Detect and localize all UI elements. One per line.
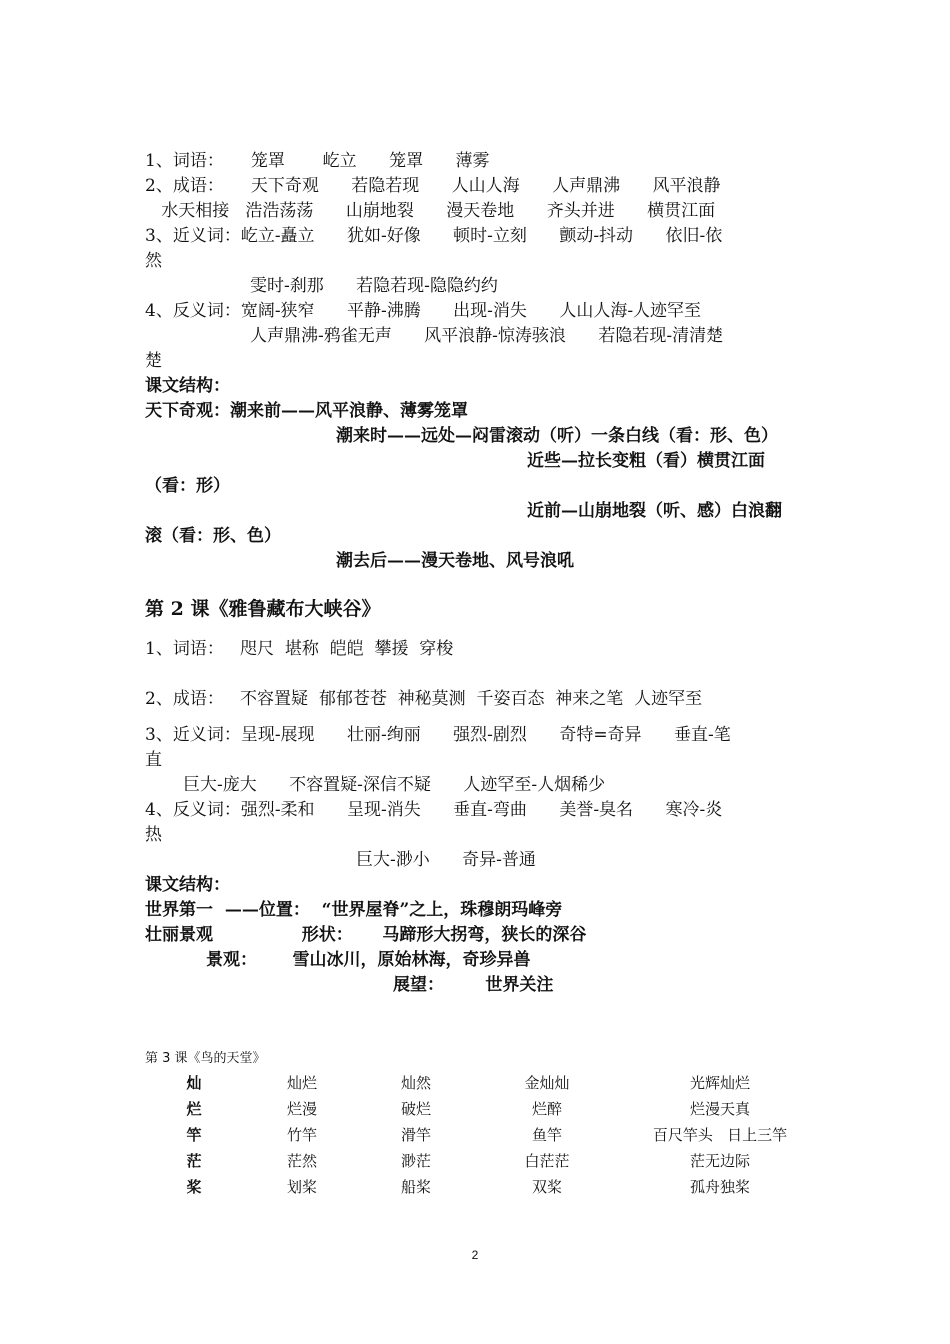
- table-cell: 双桨: [531, 1178, 563, 1196]
- l2-synonyms-line-2: 巨大-庞大 不容置疑-深信不疑 人迹罕至-人烟稀少: [183, 775, 606, 795]
- table-cell: 金灿灿: [524, 1074, 570, 1092]
- table-cell: 烂漫: [286, 1100, 318, 1118]
- l1-structure-line: 潮去后——漫天卷地、风号浪吼: [336, 551, 574, 571]
- table-cell: 船桨: [400, 1178, 432, 1196]
- table-cell: 茫无边际: [689, 1152, 751, 1170]
- table-cell: 烂漫天真: [689, 1100, 751, 1118]
- table-cell-char: 烂: [186, 1100, 202, 1118]
- table-cell-char: 桨: [186, 1178, 202, 1196]
- l1-synonyms-wrap: 然: [145, 251, 162, 271]
- l2-antonyms-line: 4、反义词：强烈-柔和 呈现-消失 垂直-弯曲 美誉-臭名 寒冷-炎: [145, 800, 723, 820]
- l1-antonyms-wrap: 楚: [145, 351, 162, 371]
- l2-structure-line: 展望： 世界关注: [393, 975, 554, 995]
- table-cell: 灿然: [400, 1074, 432, 1092]
- table-cell: 渺茫: [400, 1152, 432, 1170]
- l1-vocab-line: 1、词语： 笼罩 屹立 笼罩 薄雾: [145, 151, 490, 171]
- l2-structure-line: 景观： 雪山冰川，原始林海，奇珍异兽: [206, 950, 531, 970]
- table-cell: 灿烂: [286, 1074, 318, 1092]
- table-cell: 鱼竿: [531, 1126, 563, 1144]
- l1-structure-label: 课文结构：: [145, 376, 230, 396]
- page-number: 2: [471, 1248, 479, 1262]
- l1-antonyms-line-2: 人声鼎沸-鸦雀无声 风平浪静-惊涛骇浪 若隐若现-清清楚: [250, 326, 724, 346]
- l2-title: 第 2 课《雅鲁藏布大峡谷》: [145, 598, 381, 620]
- l2-structure-line: 世界第一 ——位置： “世界屋脊”之上，珠穆朗玛峰旁: [145, 900, 563, 920]
- table-cell-char: 茫: [186, 1152, 202, 1170]
- l2-structure-label: 课文结构：: [145, 875, 230, 895]
- l3-title: 第 3 课《鸟的天堂》: [145, 1051, 266, 1066]
- table-cell-char: 灿: [186, 1074, 202, 1092]
- table-cell: 百尺竿头 日上三竿: [652, 1126, 788, 1144]
- table-cell-char: 竿: [186, 1126, 202, 1144]
- l2-antonyms-wrap: 热: [145, 825, 162, 845]
- table-cell: 烂醉: [531, 1100, 563, 1118]
- table-cell: 茫然: [286, 1152, 318, 1170]
- table-cell: 破烂: [400, 1100, 432, 1118]
- l2-antonyms-line-2: 巨大-渺小 奇异-普通: [356, 850, 536, 870]
- table-cell: 白茫茫: [524, 1152, 570, 1170]
- table-cell: 滑竿: [400, 1126, 432, 1144]
- table-cell: 光辉灿烂: [689, 1074, 751, 1092]
- l2-vocab-line: 1、词语： 咫尺 堪称 皑皑 攀援 穿梭: [145, 639, 454, 659]
- l1-structure-line: 滚（看：形、色）: [145, 526, 281, 546]
- l1-idioms-line: 2、成语： 天下奇观 若隐若现 人山人海 人声鼎沸 风平浪静: [145, 176, 721, 196]
- l1-idioms-line-2: 水天相接 浩浩荡荡 山崩地裂 漫天卷地 齐头并进 横贯江面: [145, 201, 716, 221]
- table-cell: 竹竿: [286, 1126, 318, 1144]
- l1-structure-line: 近些—拉长变粗（看）横贯江面: [527, 451, 765, 471]
- l1-structure-line: 天下奇观：潮来前——风平浪静、薄雾笼罩: [145, 401, 468, 421]
- l1-synonyms-line: 3、近义词：屹立-矗立 犹如-好像 顿时-立刻 颤动-抖动 依旧-依: [145, 226, 723, 246]
- l2-structure-line: 壮丽景观 形状： 马蹄形大拐弯，狭长的深谷: [145, 925, 587, 945]
- table-cell: 孤舟独桨: [689, 1178, 751, 1196]
- l1-structure-line: （看：形）: [145, 476, 230, 496]
- l1-antonyms-line: 4、反义词：宽阔-狭窄 平静-沸腾 出现-消失 人山人海-人迹罕至: [145, 301, 702, 321]
- l1-structure-line: 潮来时——远处—闷雷滚动（听）一条白线（看：形、色）: [336, 426, 778, 446]
- table-cell: 划桨: [286, 1178, 318, 1196]
- l1-synonyms-line-2: 雯时-刹那 若隐若现-隐隐约约: [250, 276, 498, 296]
- l2-idioms-line: 2、成语： 不容置疑 郁郁苍苍 神秘莫测 千姿百态 神来之笔 人迹罕至: [145, 689, 703, 709]
- l2-synonyms-line: 3、近义词：呈现-展现 壮丽-绚丽 强烈-剧烈 奇特=奇异 垂直-笔: [145, 725, 731, 745]
- l1-structure-line: 近前—山崩地裂（听、感）白浪翻: [527, 501, 782, 521]
- l2-synonyms-wrap: 直: [145, 750, 162, 770]
